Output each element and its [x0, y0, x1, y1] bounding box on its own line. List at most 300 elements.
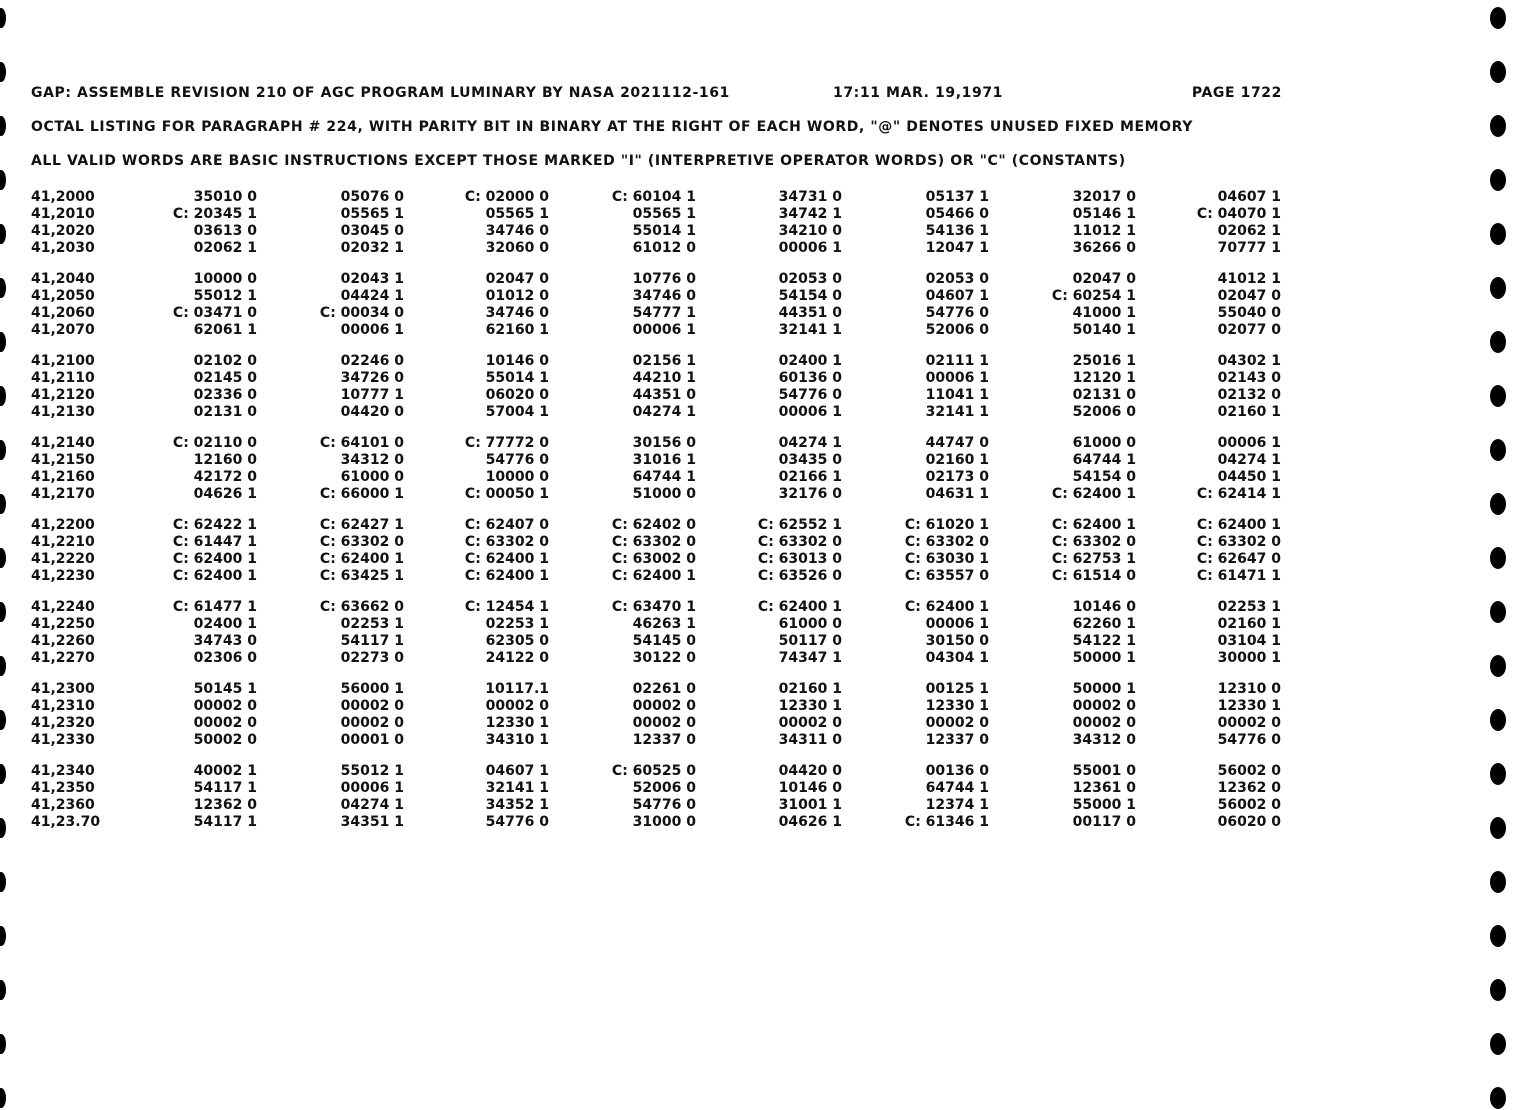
listing-row — [31, 797, 1291, 814]
listing-row — [31, 305, 1291, 322]
listing-row — [31, 763, 1291, 780]
octal-word: 02053 0 — [925, 271, 989, 287]
row-address: 41,2030 — [31, 240, 95, 256]
octal-word: 00002 0 — [1072, 715, 1136, 731]
octal-word: 00006 1 — [1217, 435, 1281, 451]
listing-row — [31, 732, 1291, 749]
octal-word: 34352 1 — [485, 797, 549, 813]
octal-word: C: 63557 0 — [904, 568, 989, 584]
feed-hole — [1490, 1087, 1506, 1109]
feed-hole — [1490, 925, 1506, 947]
octal-word: 04631 1 — [925, 486, 989, 502]
octal-word: 02156 1 — [632, 353, 696, 369]
octal-word: 41000 1 — [1072, 305, 1136, 321]
octal-word: 00002 0 — [925, 715, 989, 731]
octal-word: 56002 0 — [1217, 763, 1281, 779]
octal-word: 05565 1 — [340, 206, 404, 222]
row-address: 41,2170 — [31, 486, 95, 502]
octal-word: C: 63002 0 — [611, 551, 696, 567]
octal-word: 36266 0 — [1072, 240, 1136, 256]
octal-word: 02077 0 — [1217, 322, 1281, 338]
octal-word: 00002 0 — [193, 698, 257, 714]
feed-hole — [1490, 493, 1506, 515]
octal-word: 61000 0 — [340, 469, 404, 485]
octal-word: 05466 0 — [925, 206, 989, 222]
feed-hole — [1490, 655, 1506, 677]
octal-word: 02273 0 — [340, 650, 404, 666]
octal-word: 06020 0 — [1217, 814, 1281, 830]
listing-row — [31, 814, 1291, 831]
octal-word: C: 66000 1 — [319, 486, 404, 502]
feed-hole — [1490, 547, 1506, 569]
feed-hole — [1490, 331, 1506, 353]
octal-word: C: 63425 1 — [319, 568, 404, 584]
feed-hole — [1490, 871, 1506, 893]
octal-word: 12330 1 — [485, 715, 549, 731]
octal-word: 34746 0 — [632, 288, 696, 304]
octal-word: C: 00034 0 — [319, 305, 404, 321]
octal-word: 00002 0 — [193, 715, 257, 731]
feed-hole — [1490, 979, 1506, 1001]
octal-word: 03104 1 — [1217, 633, 1281, 649]
octal-word: 61000 0 — [778, 616, 842, 632]
octal-word: 74347 1 — [778, 650, 842, 666]
octal-word: C: 63302 0 — [464, 534, 549, 550]
octal-word: 50140 1 — [1072, 322, 1136, 338]
octal-word: 30156 0 — [632, 435, 696, 451]
octal-word: 02253 1 — [485, 616, 549, 632]
octal-word: 02047 0 — [1217, 288, 1281, 304]
row-address: 41,2120 — [31, 387, 95, 403]
octal-word: C: 63302 0 — [1196, 534, 1281, 550]
octal-word: 04607 1 — [925, 288, 989, 304]
octal-word: 64744 1 — [925, 780, 989, 796]
octal-word: C: 62400 1 — [172, 551, 257, 567]
listing-header-line-2: OCTAL LISTING FOR PARAGRAPH # 224, WITH PARITY BIT IN BINARY AT THE RIGHT OF EACH WORD, "@" DENOTES UNUSED FIXED MEMORY — [31, 119, 1194, 135]
octal-word: C: 62400 1 — [757, 599, 842, 615]
octal-word: 31016 1 — [632, 452, 696, 468]
row-address: 41,2020 — [31, 223, 95, 239]
octal-word: C: 62400 1 — [319, 551, 404, 567]
octal-word: 00117 0 — [1072, 814, 1136, 830]
octal-word: C: 63526 0 — [757, 568, 842, 584]
octal-word: 32141 1 — [925, 404, 989, 420]
octal-word: 31000 0 — [632, 814, 696, 830]
octal-word: 70777 1 — [1217, 240, 1281, 256]
octal-word: 12362 0 — [1217, 780, 1281, 796]
octal-word: 34746 0 — [485, 305, 549, 321]
octal-word: 06020 0 — [485, 387, 549, 403]
feed-hole — [0, 1088, 6, 1108]
octal-word: C: 61514 0 — [1051, 568, 1136, 584]
octal-word: C: 60525 0 — [611, 763, 696, 779]
octal-word: 56002 0 — [1217, 797, 1281, 813]
listing-row — [31, 534, 1291, 551]
octal-word: 12160 0 — [193, 452, 257, 468]
octal-word: 54776 0 — [632, 797, 696, 813]
octal-word: 00002 0 — [778, 715, 842, 731]
octal-word: 54776 0 — [925, 305, 989, 321]
octal-word: 02102 0 — [193, 353, 257, 369]
octal-word: 52006 0 — [1072, 404, 1136, 420]
octal-word: 02131 0 — [193, 404, 257, 420]
octal-word: 04274 1 — [778, 435, 842, 451]
listing-block — [31, 189, 1291, 257]
octal-word: 00006 1 — [340, 322, 404, 338]
listing-row — [31, 223, 1291, 240]
octal-word: 54777 1 — [632, 305, 696, 321]
row-address: 41,2310 — [31, 698, 95, 714]
octal-word: 55014 1 — [485, 370, 549, 386]
octal-word: C: 63302 0 — [757, 534, 842, 550]
octal-word: 52006 0 — [632, 780, 696, 796]
octal-word: 50117 0 — [778, 633, 842, 649]
octal-word: 61000 0 — [1072, 435, 1136, 451]
row-address: 41,2260 — [31, 633, 95, 649]
octal-word: 10117.1 — [485, 681, 549, 697]
listing-row — [31, 452, 1291, 469]
octal-word: 34311 0 — [778, 732, 842, 748]
listing-row — [31, 189, 1291, 206]
octal-word: 50000 1 — [1072, 681, 1136, 697]
octal-word: 02032 1 — [340, 240, 404, 256]
octal-word: 04626 1 — [778, 814, 842, 830]
listing-row — [31, 650, 1291, 667]
octal-word: C: 63030 1 — [904, 551, 989, 567]
octal-word: 41012 1 — [1217, 271, 1281, 287]
octal-word: 00002 0 — [485, 698, 549, 714]
octal-word: 10146 0 — [1072, 599, 1136, 615]
octal-word: 44351 0 — [778, 305, 842, 321]
octal-word: 54776 0 — [1217, 732, 1281, 748]
octal-word: 32176 0 — [778, 486, 842, 502]
octal-word: 02400 1 — [778, 353, 842, 369]
octal-word: 44210 1 — [632, 370, 696, 386]
octal-word: C: 62402 0 — [611, 517, 696, 533]
listing-row — [31, 633, 1291, 650]
octal-word: 02047 0 — [1072, 271, 1136, 287]
octal-word: 54117 1 — [193, 814, 257, 830]
octal-word: 02253 1 — [340, 616, 404, 632]
feed-hole — [1490, 601, 1506, 623]
octal-word: 10776 0 — [632, 271, 696, 287]
octal-word: 05565 1 — [485, 206, 549, 222]
octal-word: C: 62647 0 — [1196, 551, 1281, 567]
row-address: 41,2270 — [31, 650, 95, 666]
octal-word: C: 62414 1 — [1196, 486, 1281, 502]
octal-word: 34743 0 — [193, 633, 257, 649]
octal-word: 12310 0 — [1217, 681, 1281, 697]
octal-word: 00006 1 — [632, 322, 696, 338]
octal-word: C: 00050 1 — [464, 486, 549, 502]
octal-word: 04626 1 — [193, 486, 257, 502]
octal-word: 02062 1 — [1217, 223, 1281, 239]
feed-hole — [1490, 385, 1506, 407]
octal-word: 51000 0 — [632, 486, 696, 502]
feed-hole — [0, 116, 6, 136]
octal-word: 54154 0 — [1072, 469, 1136, 485]
octal-word: 42172 0 — [193, 469, 257, 485]
octal-word: 34731 0 — [778, 189, 842, 205]
octal-word: 00006 1 — [340, 780, 404, 796]
octal-word: 30000 1 — [1217, 650, 1281, 666]
octal-word: 00002 0 — [632, 715, 696, 731]
row-address: 41,2050 — [31, 288, 95, 304]
octal-word: 02336 0 — [193, 387, 257, 403]
octal-word: 55012 1 — [340, 763, 404, 779]
listing-row — [31, 681, 1291, 698]
listing-row — [31, 353, 1291, 370]
octal-word: 46263 1 — [632, 616, 696, 632]
page-number: PAGE 1722 — [1191, 85, 1282, 101]
octal-word: 02173 0 — [925, 469, 989, 485]
listing-row — [31, 616, 1291, 633]
listing-header-line-3: ALL VALID WORDS ARE BASIC INSTRUCTIONS EXCEPT THOSE MARKED "I" (INTERPRETIVE OPERATOR WORDS) OR "C" (CONSTANTS) — [31, 153, 1126, 169]
listing-block — [31, 353, 1291, 421]
feed-hole — [1490, 439, 1506, 461]
octal-word: 32060 0 — [485, 240, 549, 256]
listing-row — [31, 404, 1291, 421]
octal-word: 12047 1 — [925, 240, 989, 256]
listing-row — [31, 698, 1291, 715]
feed-hole — [0, 764, 6, 784]
octal-word: 34312 0 — [340, 452, 404, 468]
octal-word: C: 62427 1 — [319, 517, 404, 533]
octal-word: C: 77772 0 — [464, 435, 549, 451]
octal-word: C: 02000 0 — [464, 189, 549, 205]
feed-hole — [1490, 61, 1506, 83]
feed-hole — [1490, 709, 1506, 731]
listing-row — [31, 288, 1291, 305]
octal-word: C: 62400 1 — [1196, 517, 1281, 533]
octal-word: 02400 1 — [193, 616, 257, 632]
octal-word: 30122 0 — [632, 650, 696, 666]
row-address: 41,2000 — [31, 189, 95, 205]
octal-word: 02145 0 — [193, 370, 257, 386]
row-address: 41,2070 — [31, 322, 95, 338]
listing-row — [31, 780, 1291, 797]
octal-word: 00001 0 — [340, 732, 404, 748]
octal-word: C: 62407 0 — [464, 517, 549, 533]
octal-word: 00002 0 — [1217, 715, 1281, 731]
octal-word: 02306 0 — [193, 650, 257, 666]
octal-word: 11041 1 — [925, 387, 989, 403]
feed-hole — [0, 278, 6, 298]
octal-word: 32141 1 — [778, 322, 842, 338]
feed-hole — [1490, 817, 1506, 839]
octal-word: 02166 1 — [778, 469, 842, 485]
row-address: 41,2160 — [31, 469, 95, 485]
octal-word: 10000 0 — [485, 469, 549, 485]
feed-hole — [0, 710, 6, 730]
octal-word: 04274 1 — [632, 404, 696, 420]
octal-word: 52006 0 — [925, 322, 989, 338]
feed-hole — [0, 440, 6, 460]
octal-word: 10777 1 — [340, 387, 404, 403]
octal-word: C: 63302 0 — [611, 534, 696, 550]
octal-word: 01012 0 — [485, 288, 549, 304]
octal-word: 10000 0 — [193, 271, 257, 287]
octal-word: 34351 1 — [340, 814, 404, 830]
octal-word: C: 61346 1 — [904, 814, 989, 830]
octal-word: 04420 0 — [778, 763, 842, 779]
octal-word: 02132 0 — [1217, 387, 1281, 403]
octal-word: 62061 1 — [193, 322, 257, 338]
octal-word: 31001 1 — [778, 797, 842, 813]
octal-word: 24122 0 — [485, 650, 549, 666]
octal-word: 02062 1 — [193, 240, 257, 256]
listing-block — [31, 763, 1291, 831]
octal-word: C: 63662 0 — [319, 599, 404, 615]
feed-hole — [0, 8, 6, 28]
octal-word: 02160 1 — [925, 452, 989, 468]
octal-word: 02160 1 — [1217, 404, 1281, 420]
octal-word: 00006 1 — [778, 404, 842, 420]
octal-word: 54776 0 — [485, 452, 549, 468]
octal-word: C: 61477 1 — [172, 599, 257, 615]
row-address: 41,2220 — [31, 551, 95, 567]
octal-word: 34310 1 — [485, 732, 549, 748]
octal-word: 04607 1 — [1217, 189, 1281, 205]
octal-word: 62305 0 — [485, 633, 549, 649]
octal-word: 61012 0 — [632, 240, 696, 256]
octal-word: 00006 1 — [925, 616, 989, 632]
octal-word: C: 63470 1 — [611, 599, 696, 615]
octal-word: C: 63013 0 — [757, 551, 842, 567]
row-address: 41,2350 — [31, 780, 95, 796]
octal-word: 00002 0 — [632, 698, 696, 714]
octal-word: 54145 0 — [632, 633, 696, 649]
octal-word: 04274 1 — [1217, 452, 1281, 468]
octal-word: 00006 1 — [778, 240, 842, 256]
octal-word: C: 12454 1 — [464, 599, 549, 615]
octal-word: 03435 0 — [778, 452, 842, 468]
octal-word: 50000 1 — [1072, 650, 1136, 666]
octal-word: C: 60254 1 — [1051, 288, 1136, 304]
octal-word: 02047 0 — [485, 271, 549, 287]
octal-word: 12337 0 — [925, 732, 989, 748]
feed-hole — [0, 386, 6, 406]
row-address: 41,2100 — [31, 353, 95, 369]
octal-word: 32141 1 — [485, 780, 549, 796]
octal-word: 50145 1 — [193, 681, 257, 697]
octal-word: 03613 0 — [193, 223, 257, 239]
octal-word: C: 62552 1 — [757, 517, 842, 533]
octal-word: 02111 1 — [925, 353, 989, 369]
octal-word: 00002 0 — [340, 698, 404, 714]
octal-word: 32017 0 — [1072, 189, 1136, 205]
listing-header-line-1 — [31, 85, 1282, 101]
octal-word: 54117 1 — [340, 633, 404, 649]
octal-listing — [31, 189, 1291, 845]
listing-row — [31, 240, 1291, 257]
octal-word: C: 62753 1 — [1051, 551, 1136, 567]
listing-row — [31, 715, 1291, 732]
feed-hole — [0, 656, 6, 676]
octal-word: 44747 0 — [925, 435, 989, 451]
octal-word: C: 03471 0 — [172, 305, 257, 321]
octal-word: 00136 0 — [925, 763, 989, 779]
octal-word: 00002 0 — [340, 715, 404, 731]
octal-word: 02131 0 — [1072, 387, 1136, 403]
octal-word: C: 62400 1 — [464, 551, 549, 567]
listing-row — [31, 551, 1291, 568]
octal-word: C: 02110 0 — [172, 435, 257, 451]
feed-hole — [1490, 115, 1506, 137]
octal-word: 54154 0 — [778, 288, 842, 304]
feed-hole — [0, 224, 6, 244]
octal-word: C: 04070 1 — [1196, 206, 1281, 222]
octal-word: 35010 0 — [193, 189, 257, 205]
octal-word: 54117 1 — [193, 780, 257, 796]
octal-word: 55012 1 — [193, 288, 257, 304]
row-address: 41,2360 — [31, 797, 95, 813]
listing-row — [31, 322, 1291, 339]
octal-word: C: 62400 1 — [1051, 486, 1136, 502]
row-address: 41,2330 — [31, 732, 95, 748]
octal-word: 57004 1 — [485, 404, 549, 420]
octal-word: C: 63302 0 — [904, 534, 989, 550]
octal-word: 40002 1 — [193, 763, 257, 779]
octal-word: 02261 0 — [632, 681, 696, 697]
octal-word: 34726 0 — [340, 370, 404, 386]
octal-word: 02160 1 — [1217, 616, 1281, 632]
octal-word: 34742 1 — [778, 206, 842, 222]
listing-row — [31, 206, 1291, 223]
octal-word: C: 60104 1 — [611, 189, 696, 205]
octal-word: 05565 1 — [632, 206, 696, 222]
octal-word: C: 62400 1 — [904, 599, 989, 615]
listing-row — [31, 486, 1291, 503]
octal-word: 04420 0 — [340, 404, 404, 420]
feed-hole — [0, 872, 6, 892]
row-address: 41,2040 — [31, 271, 95, 287]
row-address: 41,2230 — [31, 568, 95, 584]
octal-word: 55040 0 — [1217, 305, 1281, 321]
octal-word: 56000 1 — [340, 681, 404, 697]
listing-block — [31, 681, 1291, 749]
octal-word: C: 61020 1 — [904, 517, 989, 533]
octal-word: C: 62400 1 — [1051, 517, 1136, 533]
row-address: 41,2130 — [31, 404, 95, 420]
octal-word: 12120 1 — [1072, 370, 1136, 386]
feed-hole — [0, 1034, 6, 1054]
octal-word: 62160 1 — [485, 322, 549, 338]
listing-block — [31, 517, 1291, 585]
octal-word: 02253 1 — [1217, 599, 1281, 615]
octal-word: 54776 0 — [485, 814, 549, 830]
octal-word: C: 61471 1 — [1196, 568, 1281, 584]
octal-word: 02160 1 — [778, 681, 842, 697]
feed-hole — [1490, 763, 1506, 785]
octal-word: 02246 0 — [340, 353, 404, 369]
octal-word: 00002 0 — [1072, 698, 1136, 714]
octal-word: C: 61447 1 — [172, 534, 257, 550]
octal-word: 11012 1 — [1072, 223, 1136, 239]
row-address: 41,2210 — [31, 534, 95, 550]
row-address: 41,2150 — [31, 452, 95, 468]
assembly-title: GAP: ASSEMBLE REVISION 210 OF AGC PROGRAM LUMINARY BY NASA 2021112-161 — [31, 85, 730, 101]
octal-word: C: 63302 0 — [1051, 534, 1136, 550]
octal-word: 00006 1 — [925, 370, 989, 386]
feed-hole — [1490, 1033, 1506, 1055]
octal-word: 05137 1 — [925, 189, 989, 205]
row-address: 41,2320 — [31, 715, 95, 731]
feed-hole — [0, 62, 6, 82]
octal-word: 05076 0 — [340, 189, 404, 205]
row-address: 41,2110 — [31, 370, 95, 386]
feed-hole — [0, 170, 6, 190]
